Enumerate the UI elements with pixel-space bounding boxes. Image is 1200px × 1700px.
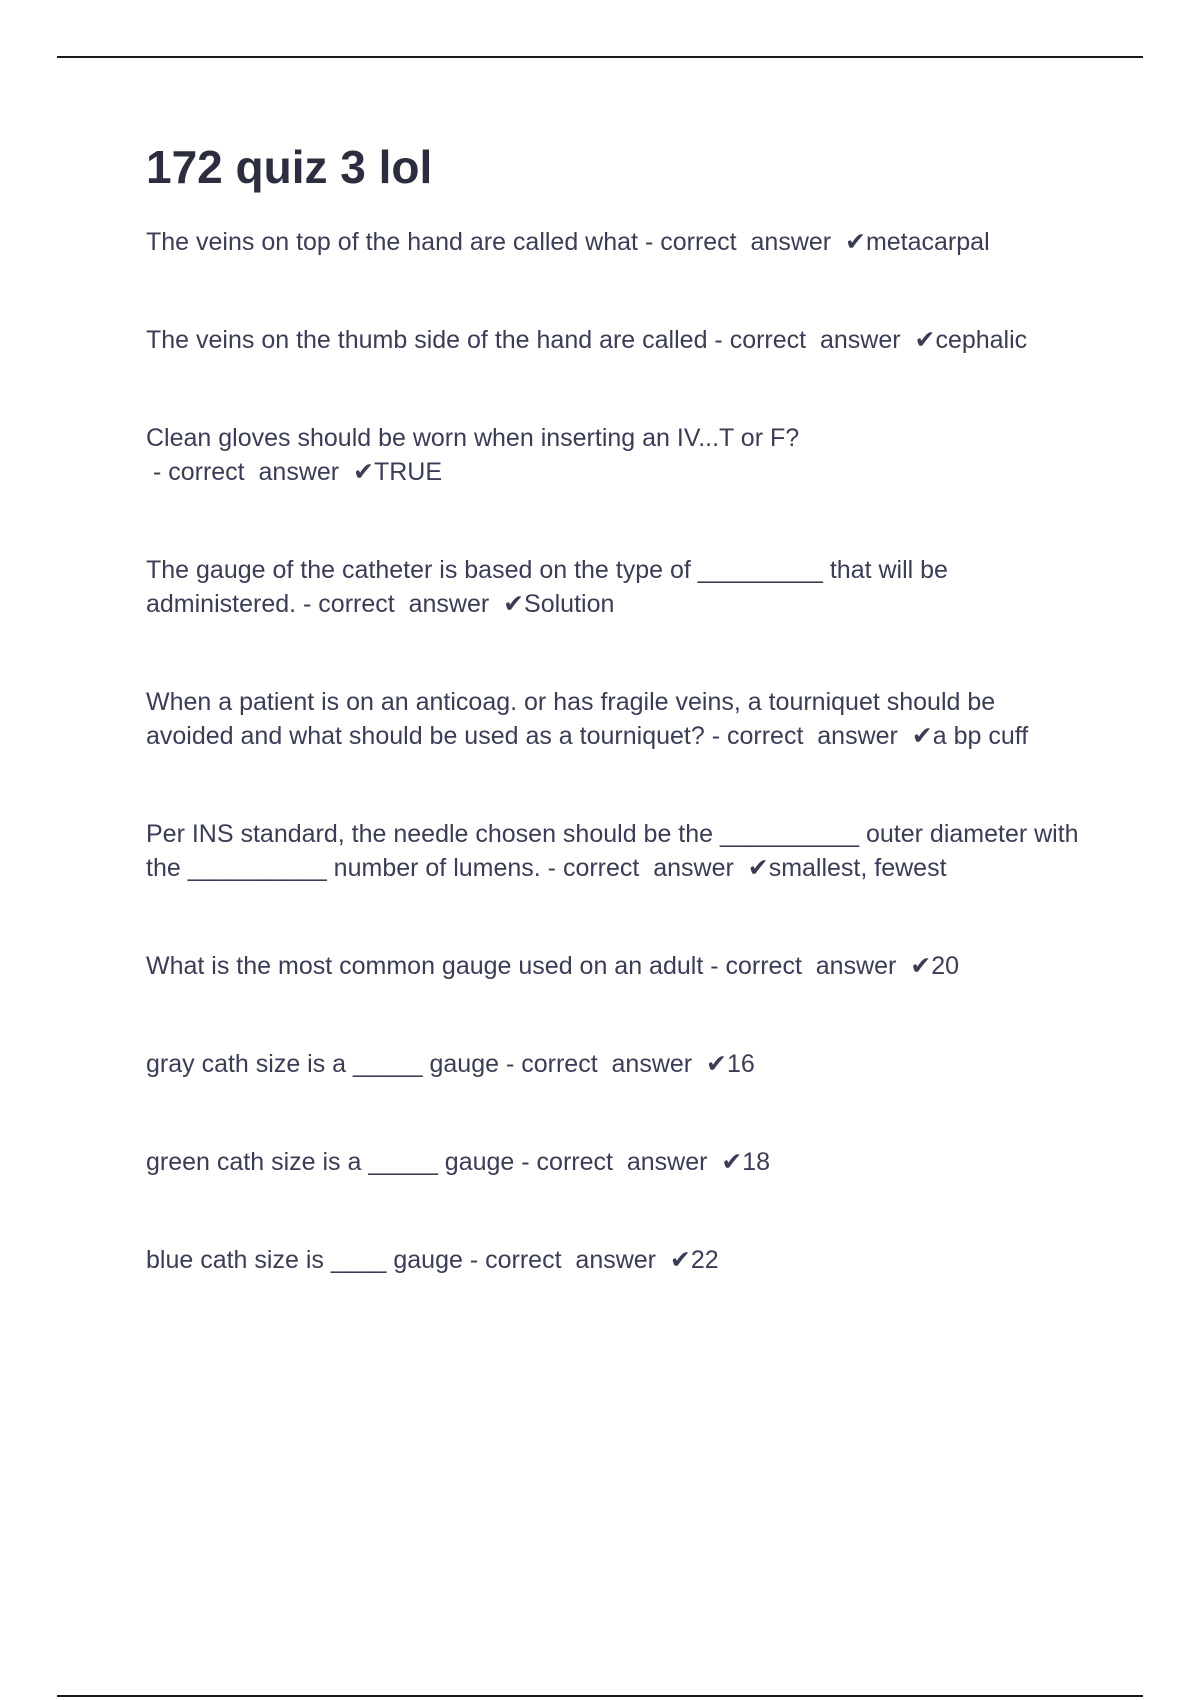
answer-text: 20: [931, 952, 960, 981]
qa-item: [146, 1145, 1086, 1179]
document-body: [146, 140, 1086, 1341]
answer-prefix: - correct answer: [707, 326, 915, 355]
question-text: The veins on top of the hand are called what: [146, 228, 638, 257]
answer-text: 16: [726, 1050, 755, 1079]
answer-prefix: - correct answer: [703, 952, 911, 981]
answer-text: 18: [742, 1148, 771, 1177]
qa-item: [146, 817, 1086, 885]
answer-prefix: - correct answer: [514, 1148, 722, 1177]
answer-text: cephalic: [935, 326, 1028, 355]
check-icon: ✔: [353, 458, 374, 487]
question-text: Clean gloves should be worn when inserting an IV...T or F?: [146, 424, 800, 453]
question-text: gray cath size is a _____ gauge: [146, 1050, 500, 1079]
check-icon: ✔: [910, 952, 932, 981]
check-icon: ✔: [503, 590, 525, 619]
answer-text: a bp cuff: [932, 722, 1029, 751]
answer-text: smallest, fewest: [768, 854, 947, 883]
question-text: blue cath size is ____ gauge: [146, 1246, 463, 1275]
answer-prefix: - correct answer: [638, 228, 845, 257]
qa-item: [146, 421, 1086, 489]
qa-list: [146, 225, 1086, 1277]
qa-item: [146, 685, 1086, 753]
check-icon: ✔: [914, 326, 936, 355]
check-icon: ✔: [845, 228, 866, 257]
check-icon: ✔: [911, 722, 933, 751]
question-text: Per INS standard, the needle chosen should be the __________ outer diameter with the __________ number of lumens.: [146, 820, 1079, 883]
check-icon: ✔: [721, 1148, 743, 1177]
answer-prefix: - correct answer: [499, 1050, 707, 1079]
answer-prefix: - correct answer: [296, 590, 504, 619]
answer-text: TRUE: [373, 458, 443, 487]
qa-item: [146, 225, 1086, 259]
question-text: The gauge of the catheter is based on the type of _________ that will be administered.: [146, 556, 948, 619]
check-icon: ✔: [706, 1050, 727, 1079]
answer-prefix: - correct answer: [540, 854, 748, 883]
answer-text: metacarpal: [865, 228, 990, 257]
top-rule: [57, 56, 1143, 58]
answer-text: Solution: [524, 590, 615, 619]
answer-prefix: - correct answer: [462, 1246, 670, 1275]
answer-prefix: - correct answer: [704, 722, 912, 751]
bottom-rule: [57, 1695, 1143, 1697]
qa-item: [146, 1047, 1086, 1081]
qa-item: [146, 949, 1086, 983]
question-text: The veins on the thumb side of the hand are called: [146, 326, 708, 355]
question-text: What is the most common gauge used on an adult: [146, 952, 704, 981]
qa-item: [146, 553, 1086, 621]
qa-item: [146, 323, 1086, 357]
check-icon: ✔: [747, 854, 769, 883]
qa-item: [146, 1243, 1086, 1277]
page-title: 172 quiz 3 lol: [146, 141, 433, 193]
question-text: When a patient is on an anticoag. or has fragile veins, a tourniquet should be avoided and what should be used as a tourniquet?: [146, 688, 996, 751]
question-text: green cath size is a _____ gauge: [146, 1148, 515, 1177]
check-icon: ✔: [669, 1246, 691, 1275]
answer-text: 22: [690, 1246, 719, 1275]
answer-prefix: - correct answer: [146, 458, 353, 487]
